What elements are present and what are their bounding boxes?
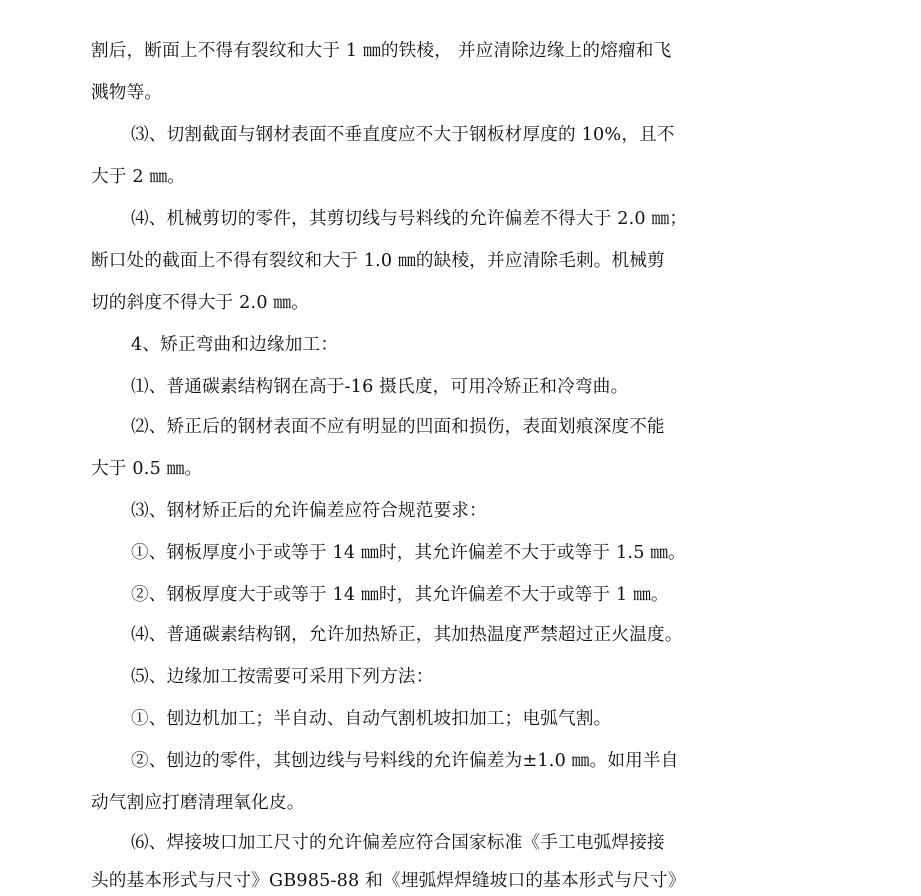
- paragraph-line: 头的基本形式与尺寸》GB985-88 和《埋弧焊焊缝坡口的基本形式与尺寸》: [91, 871, 686, 891]
- paragraph-line: 切的斜度不得大于 2.0 ㎜。: [91, 293, 310, 313]
- paragraph-line: ⑷、普通碳素结构钢，允许加热矫正，其加热温度严禁超过正火温度。: [131, 625, 683, 645]
- paragraph-line: ⑵、矫正后的钢材表面不应有明显的凹面和损伤，表面划痕深度不能: [131, 417, 665, 437]
- paragraph-line: 割后，断面上不得有裂纹和大于 1 ㎜的铁棱， 并应清除边缘上的熔瘤和飞: [91, 41, 672, 61]
- paragraph-line: ②、钢板厚度大于或等于 14 ㎜时，其允许偏差不大于或等于 1 ㎜。: [131, 585, 669, 605]
- paragraph-line: 溅物等。: [91, 83, 163, 103]
- paragraph-line: 断口处的截面上不得有裂纹和大于 1.0 ㎜的缺棱，并应清除毛刺。机械剪: [91, 251, 665, 271]
- paragraph-line: ①、钢板厚度小于或等于 14 ㎜时，其允许偏差不大于或等于 1.5 ㎜。: [131, 543, 686, 563]
- paragraph-line: 大于 0.5 ㎜。: [91, 459, 203, 479]
- paragraph-line: ⑹、焊接坡口加工尺寸的允许偏差应符合国家标准《手工电弧焊接接: [131, 833, 665, 853]
- section-heading: 4、矫正弯曲和边缘加工：: [131, 335, 339, 355]
- paragraph-line: ②、刨边的零件，其刨边线与号料线的允许偏差为±1.0 ㎜。如用半自: [131, 751, 679, 771]
- paragraph-line: 动气割应打磨清理氧化皮。: [91, 793, 305, 813]
- paragraph-line: ⑴、普通碳素结构钢在高于-16 摄氏度，可用冷矫正和冷弯曲。: [131, 377, 629, 397]
- paragraph-line: ⑶、钢材矫正后的允许偏差应符合规范要求：: [131, 501, 487, 521]
- paragraph-line: 大于 2 ㎜。: [91, 167, 186, 187]
- paragraph-line: ①、刨边机加工；半自动、自动气割机坡扣加工；电弧气割。: [131, 709, 612, 729]
- paragraph-line: ⑸、边缘加工按需要可采用下列方法：: [131, 667, 434, 687]
- paragraph-line: ⑷、机械剪切的零件，其剪切线与号料线的允许偏差不得大于 2.0 ㎜；: [131, 209, 688, 229]
- paragraph-line: ⑶、切割截面与钢材表面不垂直度应不大于钢板材厚度的 10%，且不: [131, 125, 675, 145]
